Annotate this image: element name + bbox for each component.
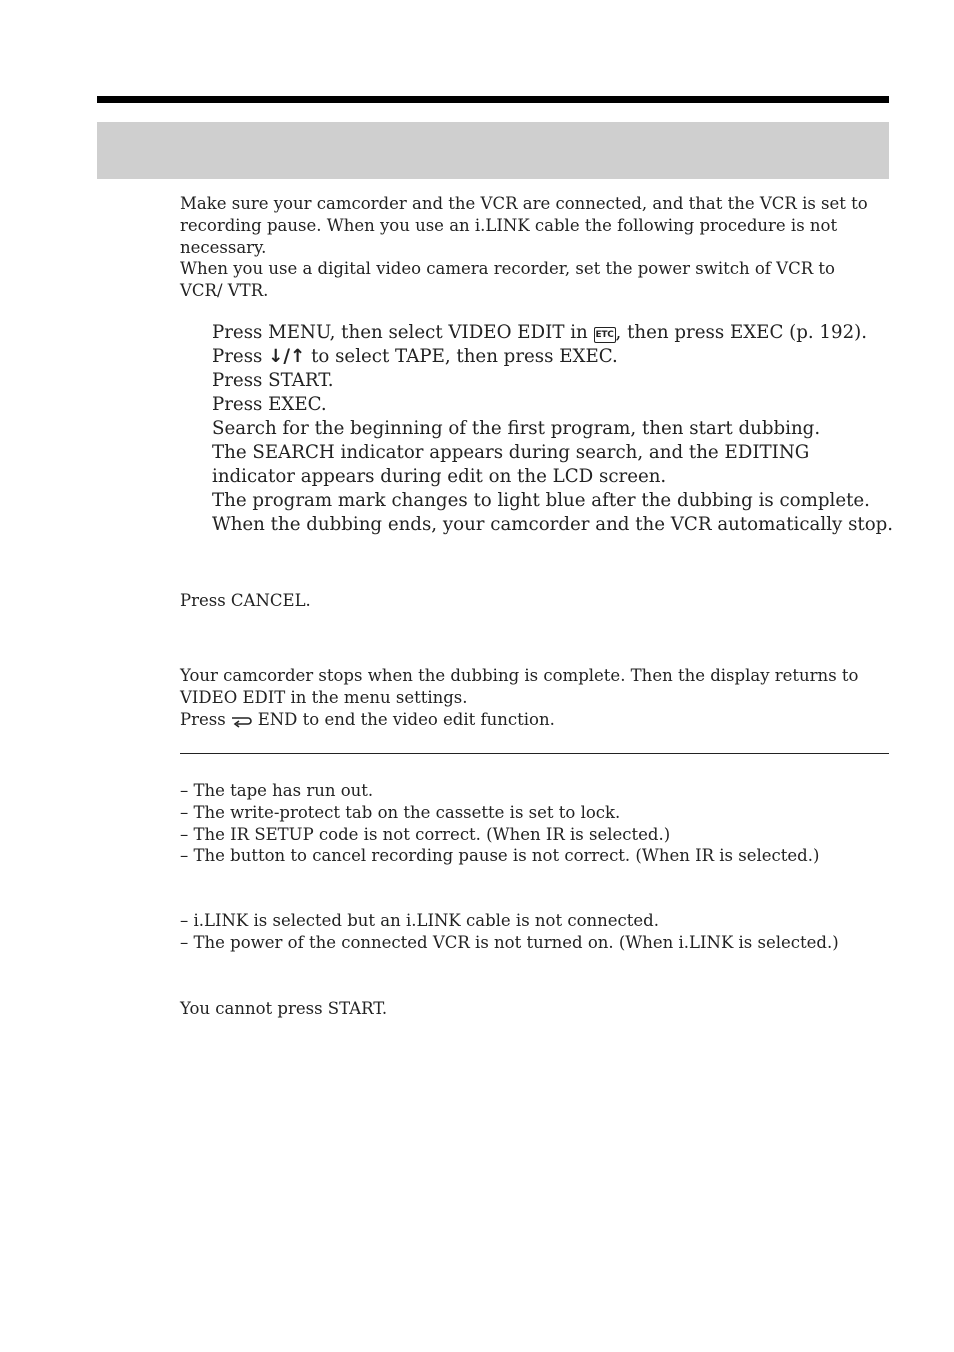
cancel-text: Press CANCEL.: [180, 591, 311, 610]
step-3: Press START.: [212, 370, 334, 391]
end-line-1: Your camcorder stops when the dubbing is complete. Then the display returns to VIDEO EDIT in the menu settings.: [180, 666, 859, 707]
procedure-steps: [212, 321, 894, 537]
list-item: – The write-protect tab on the cassette is set to lock.: [180, 802, 621, 822]
notes-section-3: [180, 998, 880, 1020]
return-icon: [230, 714, 252, 728]
step-5-note-3: When the dubbing ends, your camcorder and the VCR automatically stop.: [212, 514, 894, 535]
notes-list-1: [180, 780, 880, 867]
cancel-section: [180, 590, 880, 612]
step-1: Press MENU, then select VIDEO EDIT in ETC , then press EXEC (p. 192).: [212, 322, 868, 343]
list-item: – The button to cancel recording pause is not correct. (When IR is selected.): [180, 846, 820, 866]
step-5: Search for the beginning of the first program, then start dubbing.: [212, 418, 821, 439]
intro-paragraph: [180, 193, 880, 302]
down-up-arrow-icon: ↓/↑: [268, 346, 306, 367]
etc-menu-icon: ETC: [594, 327, 616, 343]
end-section: [180, 665, 880, 730]
cannot-start-text: You cannot press START.: [180, 999, 388, 1018]
step-2: Press ↓/↑ to select TAPE, then press EXEC.: [212, 346, 618, 367]
notes-list-2: [180, 910, 880, 954]
step-5-note-2: The program mark changes to light blue after the dubbing is complete.: [212, 490, 870, 511]
list-item: – i.LINK is selected but an i.LINK cable is not connected.: [180, 911, 659, 930]
end-line-2: Press END to end the video edit function.: [180, 709, 555, 729]
step-4: Press EXEC.: [212, 394, 327, 415]
section-divider: [180, 753, 889, 754]
step-5-note: The SEARCH indicator appears during search, and the EDITING indicator appears during edit on the LCD screen.: [212, 442, 810, 487]
list-item: – The power of the connected VCR is not turned on. (When i.LINK is selected.): [180, 932, 839, 952]
list-item: – The tape has run out.: [180, 781, 374, 800]
intro-line-2: When you use a digital video camera recorder, set the power switch of VCR to VCR/ VTR.: [180, 259, 835, 301]
list-item: – The IR SETUP code is not correct. (When IR is selected.): [180, 824, 671, 844]
top-rule: [97, 96, 889, 103]
intro-line-1: Make sure your camcorder and the VCR are connected, and that the VCR is set to recording pause. When you use an i.LINK cable the following procedure is not necessary.: [180, 194, 868, 257]
section-header-band: [97, 122, 889, 179]
